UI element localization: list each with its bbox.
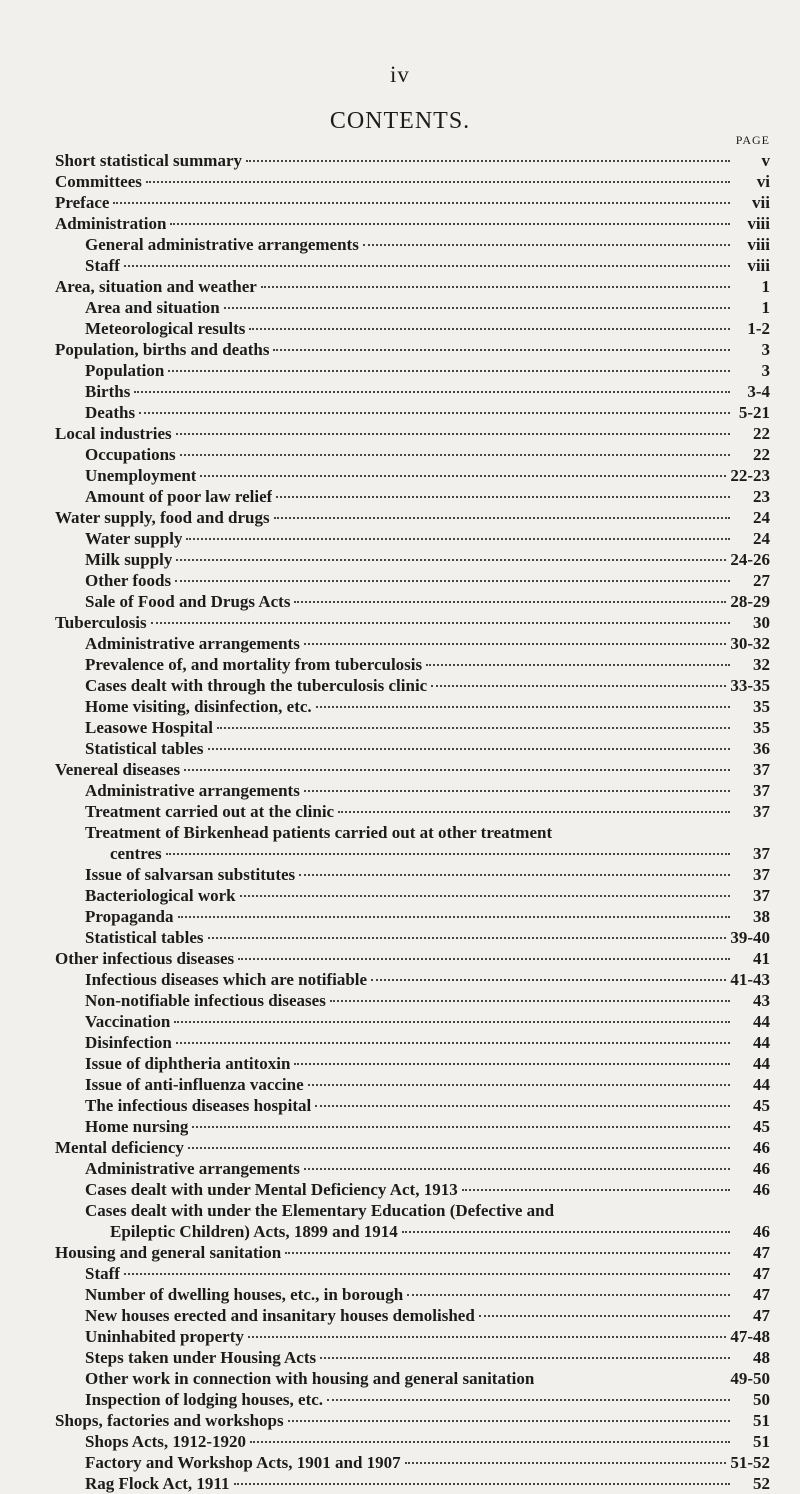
toc-entry-page: 37 xyxy=(753,886,770,905)
toc-entry-title: Treatment carried out at the clinic xyxy=(85,802,335,821)
toc-entry xyxy=(55,696,770,717)
toc-entry-page: 38 xyxy=(753,907,770,926)
toc-entry xyxy=(55,1473,770,1494)
toc-entry xyxy=(55,885,770,906)
toc-entry xyxy=(55,1179,770,1200)
toc-entry xyxy=(55,570,770,591)
dot-leader xyxy=(176,433,730,435)
dot-leader xyxy=(431,685,726,687)
toc-entry-title: Prevalence of, and mortality from tuberculosis xyxy=(85,655,423,674)
toc-entry xyxy=(55,423,770,444)
dot-leader xyxy=(327,1399,730,1401)
toc-entry-page: 37 xyxy=(753,760,770,779)
dot-leader xyxy=(139,412,730,414)
dot-leader xyxy=(338,811,730,813)
toc-entry xyxy=(55,1200,770,1221)
toc-entry-page: 30-32 xyxy=(730,634,770,653)
dot-leader xyxy=(274,517,730,519)
dot-leader xyxy=(288,1420,730,1422)
toc-entry-page: 44 xyxy=(753,1012,770,1031)
toc-entry-title: Shops Acts, 1912-1920 xyxy=(85,1432,247,1451)
toc-entry-title: Administrative arrangements xyxy=(85,1159,300,1178)
toc-entry xyxy=(55,1305,770,1326)
toc-entry xyxy=(55,171,770,192)
dot-leader xyxy=(174,1021,730,1023)
toc-entry-page: 23 xyxy=(753,487,770,506)
toc-entry-page: 5-21 xyxy=(738,403,770,422)
toc-entry xyxy=(55,213,770,234)
toc-entry xyxy=(55,528,770,549)
dot-leader xyxy=(402,1231,730,1233)
toc-entry-page: 37 xyxy=(753,844,770,863)
toc-entry-title: centres xyxy=(110,844,162,863)
toc-entry-page: 44 xyxy=(753,1054,770,1073)
toc-entry xyxy=(55,864,770,885)
toc-entry-title: Population xyxy=(85,361,165,380)
toc-entry-page: 24 xyxy=(753,508,770,527)
toc-entry-page: 22-23 xyxy=(730,466,770,485)
toc-entry-title: Population, births and deaths xyxy=(55,340,270,359)
page-number: iv xyxy=(390,62,410,87)
toc-entry-title: Area, situation and weather xyxy=(55,277,257,296)
toc-entry-page: 45 xyxy=(753,1117,770,1136)
toc-entry-title: Staff xyxy=(85,1264,120,1283)
toc-entry-page: 46 xyxy=(753,1222,770,1241)
toc-entry-title: Births xyxy=(85,382,131,401)
toc-entry-title: Factory and Workshop Acts, 1901 and 1907 xyxy=(85,1453,401,1472)
toc-entry-title: Water supply, food and drugs xyxy=(55,508,270,527)
toc-entry xyxy=(55,591,770,612)
toc-entry xyxy=(55,1284,770,1305)
toc-entry-title: Steps taken under Housing Acts xyxy=(85,1348,317,1367)
toc-entry-page: 22 xyxy=(753,424,770,443)
dot-leader xyxy=(294,1063,730,1065)
toc-entry xyxy=(55,1368,770,1389)
toc-entry xyxy=(55,150,770,171)
dot-leader xyxy=(308,1084,730,1086)
dot-leader xyxy=(178,916,731,918)
toc-entry-page: 46 xyxy=(753,1180,770,1199)
toc-entry-page: viii xyxy=(747,256,770,275)
toc-entry-title: Bacteriological work xyxy=(85,886,236,905)
toc-entry xyxy=(55,486,770,507)
toc-entry xyxy=(55,507,770,528)
dot-leader xyxy=(261,286,730,288)
dot-leader xyxy=(273,349,730,351)
dot-leader xyxy=(188,1147,730,1149)
dot-leader xyxy=(249,328,730,330)
toc-entry-page: 47 xyxy=(753,1285,770,1304)
toc-entry-page: 47 xyxy=(753,1264,770,1283)
toc-entry-title: The infectious diseases hospital xyxy=(85,1096,312,1115)
toc-entry-title: Infectious diseases which are notifiable xyxy=(85,970,368,989)
toc-entry-page: vi xyxy=(756,172,770,191)
dot-leader xyxy=(124,265,730,267)
toc-entry xyxy=(55,1263,770,1284)
toc-entry-title: Home nursing xyxy=(85,1117,189,1136)
toc-entry-title: General administrative arrangements xyxy=(85,235,359,254)
dot-leader xyxy=(180,454,730,456)
toc-entry xyxy=(55,1137,770,1158)
toc-entry-title: Home visiting, disinfection, etc. xyxy=(85,697,312,716)
toc-entry-title: Mental deficiency xyxy=(55,1138,184,1157)
toc-entry-title: Shops, factories and workshops xyxy=(55,1411,284,1430)
dot-leader xyxy=(240,895,730,897)
toc-entry-page: 36 xyxy=(753,739,770,758)
toc-entry xyxy=(55,1095,770,1116)
toc-entry-page: 44 xyxy=(753,1075,770,1094)
toc-entry-title: Other infectious diseases xyxy=(55,949,235,968)
dot-leader xyxy=(146,181,730,183)
toc-entry-page: 47 xyxy=(753,1306,770,1325)
toc-entry-title: Non-notifiable infectious diseases xyxy=(85,991,326,1010)
toc-entry-page: 22 xyxy=(753,445,770,464)
toc-entry-title: Milk supply xyxy=(85,550,173,569)
dot-leader xyxy=(246,160,730,162)
toc-entry xyxy=(55,1326,770,1347)
toc-entry-title: Treatment of Birkenhead patients carried out at other treatment xyxy=(85,823,553,842)
toc-entry xyxy=(55,633,770,654)
toc-entry-page: 50 xyxy=(753,1390,770,1409)
toc-entry xyxy=(55,759,770,780)
toc-entry xyxy=(55,822,770,843)
toc-entry-page: 35 xyxy=(753,697,770,716)
dot-leader xyxy=(176,559,726,561)
toc-entry-title: Tuberculosis xyxy=(55,613,147,632)
toc-entry-title: Preface xyxy=(55,193,110,212)
toc-entry xyxy=(55,192,770,213)
dot-leader xyxy=(371,979,726,981)
toc-entry xyxy=(55,318,770,339)
toc-entry xyxy=(55,780,770,801)
dot-leader xyxy=(304,790,730,792)
toc-entry xyxy=(55,1410,770,1431)
toc-entry-page: 1 xyxy=(761,298,770,317)
dot-leader xyxy=(294,601,726,603)
dot-leader xyxy=(208,748,730,750)
toc-entry xyxy=(55,1053,770,1074)
toc-entry xyxy=(55,717,770,738)
page-title: CONTENTS. xyxy=(329,108,471,134)
toc-entry-title: Issue of anti-influenza vaccine xyxy=(85,1075,304,1094)
toc-entry-title: Cases dealt with through the tuberculosis clinic xyxy=(85,676,428,695)
toc-entry xyxy=(55,276,770,297)
table-of-contents xyxy=(55,150,770,1494)
toc-entry xyxy=(55,801,770,822)
toc-entry-page: 3 xyxy=(761,361,770,380)
toc-entry xyxy=(55,1116,770,1137)
toc-entry-title: New houses erected and insanitary houses demolished xyxy=(85,1306,475,1325)
dot-leader xyxy=(170,223,730,225)
toc-entry xyxy=(55,234,770,255)
toc-entry-title: Unemployment xyxy=(85,466,197,485)
toc-entry-title: Vaccination xyxy=(85,1012,171,1031)
toc-entry-page: 39-40 xyxy=(730,928,770,947)
toc-entry-title: Amount of poor law relief xyxy=(85,487,273,506)
toc-entry-page: 32 xyxy=(753,655,770,674)
toc-entry-page: 46 xyxy=(753,1138,770,1157)
toc-entry-title: Statistical tables xyxy=(85,928,204,947)
dot-leader xyxy=(479,1315,730,1317)
toc-entry xyxy=(55,843,770,864)
toc-entry-page: 44 xyxy=(753,1033,770,1052)
toc-entry-title: Number of dwelling houses, etc., in borough xyxy=(85,1285,404,1304)
toc-entry-page: 49-50 xyxy=(730,1369,770,1388)
toc-entry-page: 24-26 xyxy=(730,550,770,569)
toc-entry xyxy=(55,675,770,696)
dot-leader xyxy=(124,1273,730,1275)
toc-entry-title: Cases dealt with under the Elementary Education (Defective and xyxy=(85,1201,555,1220)
toc-entry-title: Short statistical summary xyxy=(55,151,242,170)
toc-entry xyxy=(55,612,770,633)
toc-entry-page: 1-2 xyxy=(747,319,770,338)
toc-entry-page: v xyxy=(761,151,770,170)
toc-entry-page: viii xyxy=(747,214,770,233)
dot-leader xyxy=(250,1441,730,1443)
dot-leader xyxy=(113,202,730,204)
toc-entry-title: Other foods xyxy=(85,571,172,590)
toc-entry-title: Rag Flock Act, 1911 xyxy=(85,1474,230,1493)
dot-leader xyxy=(363,244,730,246)
dot-leader xyxy=(175,580,730,582)
dot-leader xyxy=(224,307,730,309)
toc-entry-title: Statistical tables xyxy=(85,739,204,758)
toc-entry-page: 28-29 xyxy=(730,592,770,611)
toc-entry xyxy=(55,549,770,570)
toc-entry-page: 41-43 xyxy=(730,970,770,989)
toc-entry xyxy=(55,654,770,675)
toc-entry-title: Epileptic Children) Acts, 1899 and 1914 xyxy=(110,1222,398,1241)
dot-leader xyxy=(186,538,730,540)
toc-entry xyxy=(55,444,770,465)
toc-entry xyxy=(55,297,770,318)
toc-entry-page: 37 xyxy=(753,802,770,821)
toc-entry-page: 52 xyxy=(753,1474,770,1493)
toc-entry-page: vii xyxy=(752,193,770,212)
toc-entry-title: Staff xyxy=(85,256,120,275)
toc-entry-page: 1 xyxy=(761,277,770,296)
dot-leader xyxy=(426,664,730,666)
toc-entry-page: 37 xyxy=(753,865,770,884)
toc-entry-title: Administration xyxy=(55,214,167,233)
toc-entry xyxy=(55,969,770,990)
toc-entry xyxy=(55,1158,770,1179)
dot-leader xyxy=(285,1252,730,1254)
toc-entry-page: 33-35 xyxy=(730,676,770,695)
dot-leader xyxy=(184,769,730,771)
toc-entry-title: Committees xyxy=(55,172,142,191)
dot-leader xyxy=(200,475,726,477)
dot-leader xyxy=(234,1483,731,1485)
toc-entry xyxy=(55,990,770,1011)
dot-leader xyxy=(304,1168,730,1170)
toc-entry-page: 47 xyxy=(753,1243,770,1262)
toc-entry-title: Uninhabited property xyxy=(85,1327,244,1346)
toc-entry-page: 35 xyxy=(753,718,770,737)
toc-entry-title: Issue of salvarsan substitutes xyxy=(85,865,296,884)
toc-entry xyxy=(55,360,770,381)
toc-entry-page: 48 xyxy=(753,1348,770,1367)
toc-entry-title: Administrative arrangements xyxy=(85,634,300,653)
toc-entry-title: Meteorological results xyxy=(85,319,246,338)
toc-entry xyxy=(55,1431,770,1452)
toc-entry-title: Cases dealt with under Mental Deficiency Act, 1913 xyxy=(85,1180,458,1199)
toc-entry-page: 37 xyxy=(753,781,770,800)
toc-entry xyxy=(55,339,770,360)
dot-leader xyxy=(462,1189,730,1191)
toc-entry xyxy=(55,1242,770,1263)
toc-entry xyxy=(55,1347,770,1368)
dot-leader xyxy=(248,1336,726,1338)
dot-leader xyxy=(299,874,730,876)
toc-entry xyxy=(55,1389,770,1410)
toc-entry-page: 3 xyxy=(761,340,770,359)
toc-entry-title: Issue of diphtheria antitoxin xyxy=(85,1054,291,1073)
page-column-label: PAGE xyxy=(735,133,770,147)
toc-entry xyxy=(55,948,770,969)
toc-entry xyxy=(55,1221,770,1242)
dot-leader xyxy=(238,958,730,960)
toc-entry-title: Deaths xyxy=(85,403,136,422)
toc-entry-title: Other work in connection with housing and general sanitation xyxy=(85,1369,535,1388)
toc-entry xyxy=(55,738,770,759)
dot-leader xyxy=(176,1042,730,1044)
toc-entry-title: Propaganda xyxy=(85,907,174,926)
dot-leader xyxy=(166,853,730,855)
toc-entry-page: 45 xyxy=(753,1096,770,1115)
toc-entry-title: Administrative arrangements xyxy=(85,781,300,800)
toc-entry-page: 27 xyxy=(753,571,770,590)
toc-entry-page: 3-4 xyxy=(747,382,770,401)
toc-entry-title: Disinfection xyxy=(85,1033,172,1052)
toc-entry-title: Inspection of lodging houses, etc. xyxy=(85,1390,324,1409)
toc-entry-page: 46 xyxy=(753,1159,770,1178)
toc-entry-page: viii xyxy=(747,235,770,254)
dot-leader xyxy=(320,1357,730,1359)
dot-leader xyxy=(217,727,730,729)
toc-entry xyxy=(55,255,770,276)
dot-leader xyxy=(316,706,730,708)
toc-entry-page: 47-48 xyxy=(730,1327,770,1346)
toc-entry-title: Leasowe Hospital xyxy=(85,718,213,737)
dot-leader xyxy=(407,1294,730,1296)
dot-leader xyxy=(168,370,730,372)
dot-leader xyxy=(151,622,730,624)
toc-entry-page: 51-52 xyxy=(730,1453,770,1472)
toc-entry xyxy=(55,402,770,423)
toc-entry-title: Area and situation xyxy=(85,298,220,317)
toc-entry xyxy=(55,906,770,927)
toc-entry-title: Venereal diseases xyxy=(55,760,181,779)
toc-entry xyxy=(55,1074,770,1095)
toc-entry xyxy=(55,381,770,402)
toc-entry-page: 24 xyxy=(753,529,770,548)
toc-entry xyxy=(55,1452,770,1473)
toc-entry-page: 41 xyxy=(753,949,770,968)
toc-entry-page: 43 xyxy=(753,991,770,1010)
toc-entry xyxy=(55,465,770,486)
dot-leader xyxy=(405,1462,727,1464)
toc-entry xyxy=(55,927,770,948)
toc-entry-title: Sale of Food and Drugs Acts xyxy=(85,592,291,611)
dot-leader xyxy=(208,937,727,939)
toc-entry-title: Housing and general sanitation xyxy=(55,1243,282,1262)
dot-leader xyxy=(134,391,730,393)
toc-entry-page: 51 xyxy=(753,1411,770,1430)
toc-entry-title: Local industries xyxy=(55,424,172,443)
dot-leader xyxy=(315,1105,730,1107)
dot-leader xyxy=(330,1000,730,1002)
dot-leader xyxy=(276,496,730,498)
toc-entry xyxy=(55,1011,770,1032)
dot-leader xyxy=(304,643,727,645)
toc-entry-page: 51 xyxy=(753,1432,770,1451)
dot-leader xyxy=(192,1126,730,1128)
toc-entry-title: Occupations xyxy=(85,445,176,464)
toc-entry xyxy=(55,1032,770,1053)
toc-entry-title: Water supply xyxy=(85,529,183,548)
toc-entry-page: 30 xyxy=(753,613,770,632)
